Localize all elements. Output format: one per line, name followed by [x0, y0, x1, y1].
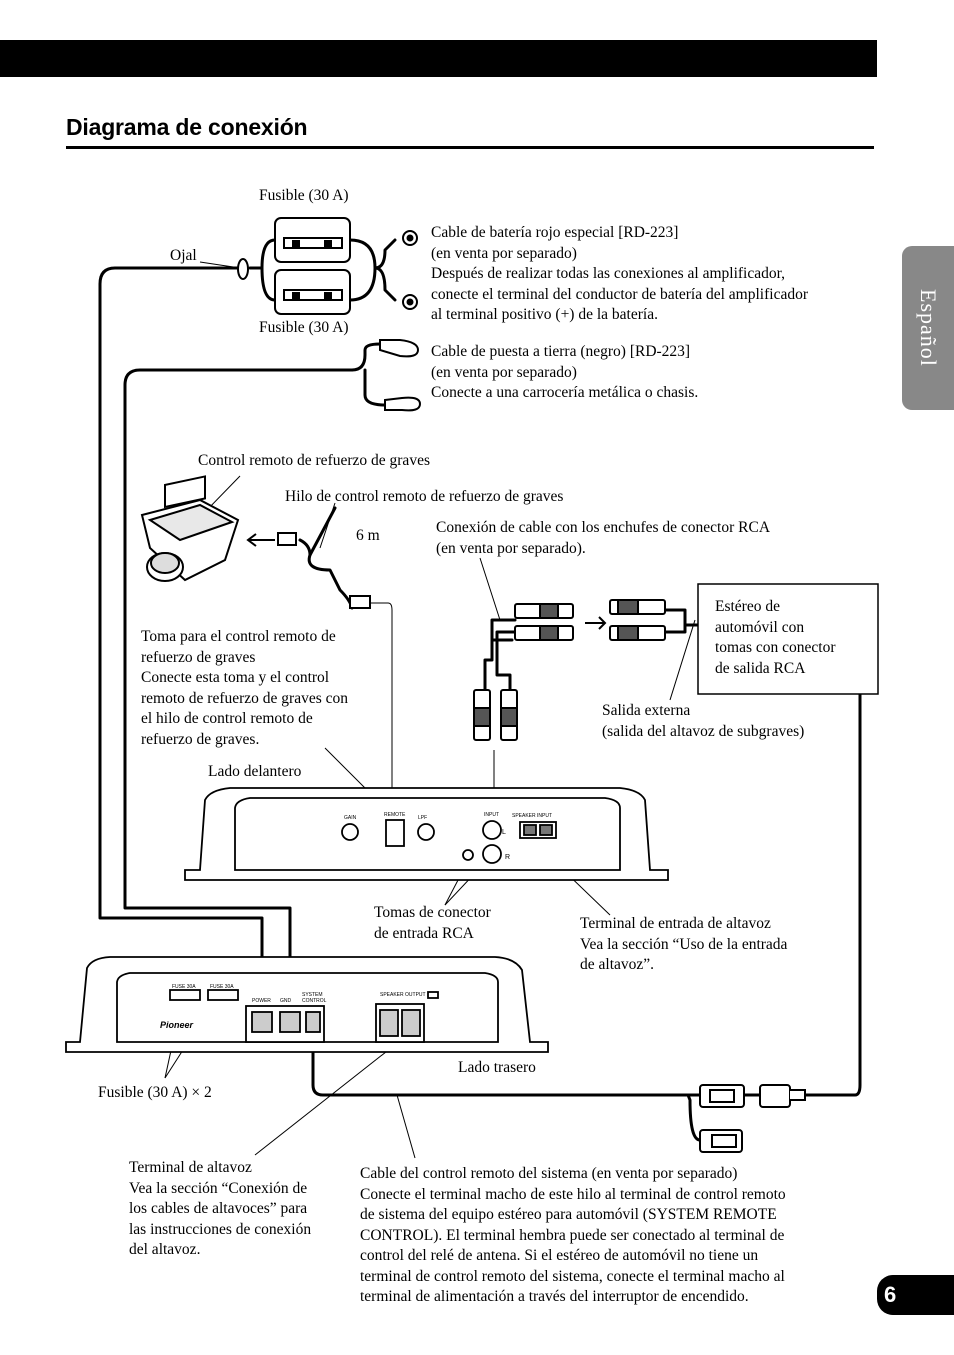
input-text: INPUT: [484, 812, 499, 818]
rca-jack-r: [483, 845, 501, 863]
grommet: [238, 259, 248, 279]
arrow-left-icon: [248, 534, 275, 546]
fuse1-text: FUSE 30A: [172, 984, 196, 990]
fuse-slot-2: [208, 990, 238, 1000]
label-bass-jack: Toma para el control remoto de refuerzo de graves Conecte esta toma y el control remoto de refuerzo de graves con el hilo de control remoto de refuerzo de graves.: [141, 628, 348, 748]
label-grommet: Ojal: [170, 247, 197, 264]
l-text: L: [502, 829, 506, 836]
lpf-text: LPF: [418, 815, 428, 821]
leader-6m: [320, 503, 335, 548]
label-speaker-terminal: Terminal de altavoz Vea la sección “Conexión de los cables de altavoces” para las instrucciones de conexión del altavoz.: [129, 1159, 312, 1258]
label-battery-cable: Cable de batería rojo especial [RD-223] (en venta por separado) Después de realizar todas las conexiones al amplificador, conecte el terminal del conductor de batería del amplificador al terminal positivo (+) de la batería.: [431, 224, 808, 323]
fuse2-text: FUSE 30A: [210, 984, 234, 990]
fuse-slot-1: [170, 990, 200, 1000]
label-rca-jacks: Tomas de conector de entrada RCA: [374, 904, 491, 942]
brand-logo: Pioneer: [160, 1020, 194, 1030]
label-car-stereo: Estéreo de automóvil con tomas con conector de salida RCA: [715, 598, 836, 677]
rca-jack-l: [483, 821, 501, 839]
male-terminal: [760, 1085, 790, 1107]
lpf-knob: [418, 824, 434, 840]
gain-knob: [342, 824, 358, 840]
label-external-output: Salida externa (salida del altavoz de subgraves): [602, 702, 805, 740]
system-control-terminal: [306, 1012, 320, 1032]
bass-wire-plug-top: [278, 533, 296, 545]
fuse-holder-loop-right: [350, 240, 395, 300]
label-bass-remote: Control remoto de refuerzo de graves: [198, 452, 430, 469]
fuse-holders: [275, 218, 350, 314]
page-title: Diagrama de conexión: [66, 114, 308, 140]
ring-terminals: [380, 231, 420, 410]
label-front-side: Lado delantero: [208, 763, 302, 780]
gnd-text: GND: [280, 998, 292, 1004]
fuse-holder-loop-left: [250, 240, 275, 300]
label-rca-cable: Conexión de cable con los enchufes de conector RCA (en venta por separado).: [436, 519, 771, 557]
gain-text: GAIN: [344, 815, 357, 821]
power-terminal: [252, 1012, 272, 1032]
gnd-terminal: [280, 1012, 300, 1032]
label-fuse-top: Fusible (30 A): [259, 187, 349, 204]
label-fuse-x2: Fusible (30 A) × 2: [98, 1084, 212, 1101]
amplifier-rear-panel: [66, 957, 548, 1052]
label-ground-cable: Cable de puesta a tierra (negro) [RD-223] (en venta por separado) Conecte a una carrocería metálica o chasis.: [431, 343, 699, 401]
language-tab-label: Español: [916, 289, 941, 367]
bass-wire-plug-bottom: [350, 596, 370, 608]
led: [428, 992, 438, 998]
ground-lug-bottom: [385, 398, 420, 411]
leader-rca-cable: [480, 558, 500, 620]
label-rear-side: Lado trasero: [458, 1059, 536, 1076]
amplifier-front-panel: [185, 788, 668, 880]
speaker-input-text: SPEAKER INPUT: [512, 813, 553, 819]
power-text: POWER: [252, 998, 271, 1004]
label-fuse-bottom: Fusible (30 A): [259, 319, 349, 336]
label-bass-remote-wire: Hilo de control remoto de refuerzo de graves: [285, 488, 564, 505]
r-text: R: [505, 854, 511, 861]
page-number: 6: [884, 1282, 897, 1307]
leader-system-remote: [397, 1095, 415, 1158]
remote-text: REMOTE: [384, 812, 406, 818]
label-length: 6 m: [356, 527, 380, 544]
system-control-text: SYSTEM CONTROL: [302, 992, 327, 1004]
speaker-output-text: SPEAKER OUTPUT: [380, 992, 426, 998]
bass-remote-wire: [300, 540, 352, 608]
label-speaker-input: Terminal de entrada de altavoz Vea la sección “Uso de la entrada de altavoz”.: [580, 915, 788, 973]
arrow-right-icon: [585, 617, 605, 629]
remote-jack: [386, 820, 404, 846]
ground-lug-top: [380, 340, 418, 356]
remote-cable-thin: [370, 603, 392, 812]
system-remote-branch: [688, 1095, 700, 1140]
label-system-remote: Cable del control remoto del sistema (en venta por separado) Conecte el terminal macho de este hilo al terminal de control remoto de sistema del equipo estéreo para automóvil (SYSTEM REMOTE CONTROL). El terminal hembra puede ser conectado al terminal de control del relé de antena. Si el estéreo de automóvil no tiene un terminal de control remoto del sistema, conecte el terminal macho al terminal de alimentación a través del interruptor de encendido.: [360, 1165, 786, 1305]
ground-split: [352, 344, 385, 405]
